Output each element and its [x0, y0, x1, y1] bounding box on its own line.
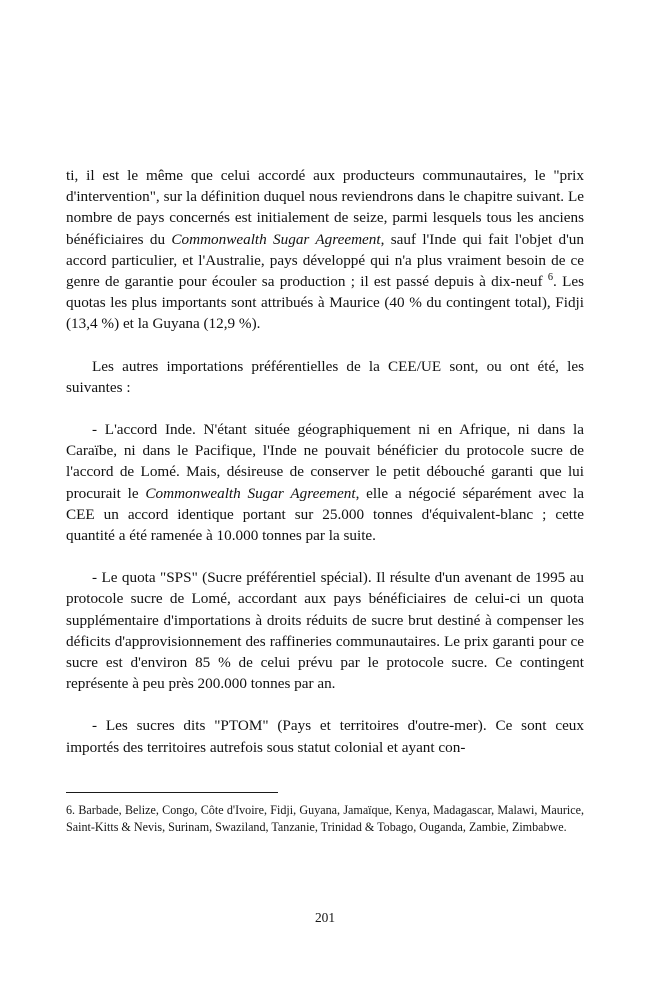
- footnote-block: [66, 792, 584, 837]
- text-run: - Les sucres dits "PTOM" (Pays et territoires d'outre-mer). Ce sont ceux importés des territoires autrefois sous statut colonial et ayant con-: [66, 717, 584, 756]
- paragraph-quota-sps: [66, 567, 584, 694]
- text-run: ti, il est le même que celui accordé aux producteurs communautaires, le "prix d'intervention", sur la définition duquel nous reviendrons dans le chapitre suivant. Le nombre de pays concernés est initialement de seize, parmi lesquels tous les anciens bénéficiaires du: [66, 167, 584, 248]
- text-run: - L'accord Inde. N'étant située géographiquement ni en Afrique, ni dans la Caraïbe, ni dans le Pacifique, l'Inde ne pouvait bénéficier du protocole sucre de l'accord de Lomé. Mais, désireuse de conserver le petit débouché garanti que lui procurait le: [66, 421, 584, 502]
- italic-title: Commonwealth Sugar Agreement: [171, 230, 381, 248]
- footnote-entry: 6. Barbade, Belize, Congo, Côte d'Ivoire, Fidji, Guyana, Jamaïque, Kenya, Madagascar, Malawi, Maurice, Saint-Kitts & Nevis, Surinam, Swaziland, Tanzanie, Trinidad & Tobago, Ouganda, Zambie, Zimbabwe.: [66, 803, 584, 835]
- page-number-folio: 201: [314, 910, 336, 925]
- paragraph-autres-importations: [66, 356, 584, 398]
- text-run: . Les quotas les plus importants sont attribués à Maurice (40 % du contingent total), Fidji (13,4 %) et la Guyana (12,9 %).: [66, 273, 584, 333]
- paragraph-accord-inde: [66, 419, 584, 546]
- paragraph-spacer: [66, 335, 584, 356]
- footnote-reference-marker: 6: [547, 271, 554, 283]
- text-run: , sauf l'Inde qui fait l'objet d'un accord particulier, et l'Australie, pays développé qui n'a plus vraiment besoin de ce genre de garantie pour écouler sa production ; il est passé depuis à dix-neuf: [66, 230, 584, 291]
- paragraph-spacer: [66, 398, 584, 419]
- paragraph-protocole-sucre: [66, 165, 584, 335]
- paragraph-spacer: [66, 694, 584, 715]
- text-run: Les autres importations préférentielles de la CEE/UE sont, ou ont été, les suivantes :: [66, 357, 584, 396]
- paragraph-spacer: [66, 546, 584, 567]
- paragraph-sucres-ptom: [66, 715, 584, 757]
- body-text-column: [66, 165, 584, 758]
- text-run: - Le quota "SPS" (Sucre préférentiel spécial). Il résulte d'un avenant de 1995 au protocole sucre de Lomé, accordant aux pays bénéficiaires de celui-ci un quota supplémentaire d'importations à droits réduits de sucre brut destiné à compenser les déficits d'approvisionnement des raffineries communautaires. Le prix garanti pour ce sucre est d'environ 85 % de celui prévu par le protocole sucre. Ce contingent représente à peu près 200.000 tonnes par an.: [66, 569, 584, 693]
- footnote-separator-rule: [66, 792, 278, 793]
- text-run: , elle a négocié séparément avec la CEE un accord identique portant sur 25.000 tonnes d'équivalent-blanc ; cette quantité a été ramenée à 10.000 tonnes par la suite.: [66, 484, 584, 545]
- italic-title: Commonwealth Sugar Agreement: [145, 484, 356, 502]
